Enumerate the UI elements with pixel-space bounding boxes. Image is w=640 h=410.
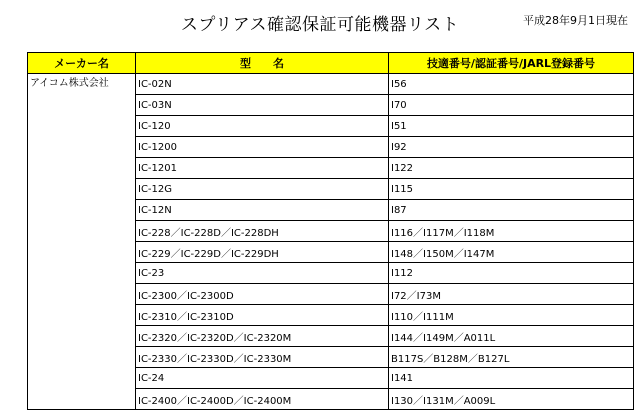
- model-cell: IC-2320／IC-2320D／IC-2320M: [136, 326, 389, 347]
- model-cell: IC-120: [136, 116, 389, 137]
- model-cell: IC-228／IC-228D／IC-228DH: [136, 221, 389, 242]
- header-row: [28, 53, 634, 74]
- model-cell: IC-23: [136, 263, 389, 284]
- header-maker: メーカー名: [28, 53, 136, 74]
- model-cell: IC-02N: [136, 74, 389, 95]
- model-cell: IC-2400／IC-2400D／IC-2400M: [136, 389, 389, 410]
- model-cell: IC-1201: [136, 158, 389, 179]
- number-cell: I115: [389, 179, 634, 200]
- number-cell: I148／I150M／I147M: [389, 242, 634, 263]
- date-label: 平成28年9月1日現在: [523, 14, 628, 27]
- model-cell: IC-1200: [136, 137, 389, 158]
- number-cell: I122: [389, 158, 634, 179]
- table-body: [28, 74, 634, 410]
- header-model: 型 名: [136, 53, 389, 74]
- header-number: 技適番号/認証番号/JARL登録番号: [389, 53, 634, 74]
- model-cell: IC-2330／IC-2330D／IC-2330M: [136, 347, 389, 368]
- number-cell: I130／I131M／A009L: [389, 389, 634, 410]
- maker-cell: アイコム株式会社: [28, 74, 136, 410]
- number-cell: I72／I73M: [389, 284, 634, 305]
- number-cell: I116／I117M／I118M: [389, 221, 634, 242]
- table-row: [28, 74, 634, 95]
- model-cell: IC-2300／IC-2300D: [136, 284, 389, 305]
- number-cell: I87: [389, 200, 634, 221]
- number-cell: B117S／B128M／B127L: [389, 347, 634, 368]
- model-cell: IC-229／IC-229D／IC-229DH: [136, 242, 389, 263]
- page-title: スプリアス確認保証可能機器リスト: [180, 15, 460, 35]
- number-cell: I70: [389, 95, 634, 116]
- model-cell: IC-24: [136, 368, 389, 389]
- model-cell: IC-03N: [136, 95, 389, 116]
- equipment-table: [27, 52, 634, 410]
- number-cell: I141: [389, 368, 634, 389]
- number-cell: I112: [389, 263, 634, 284]
- number-cell: I92: [389, 137, 634, 158]
- number-cell: I56: [389, 74, 634, 95]
- model-cell: IC-12N: [136, 200, 389, 221]
- number-cell: I144／I149M／A011L: [389, 326, 634, 347]
- model-cell: IC-12G: [136, 179, 389, 200]
- number-cell: I110／I111M: [389, 305, 634, 326]
- number-cell: I51: [389, 116, 634, 137]
- model-cell: IC-2310／IC-2310D: [136, 305, 389, 326]
